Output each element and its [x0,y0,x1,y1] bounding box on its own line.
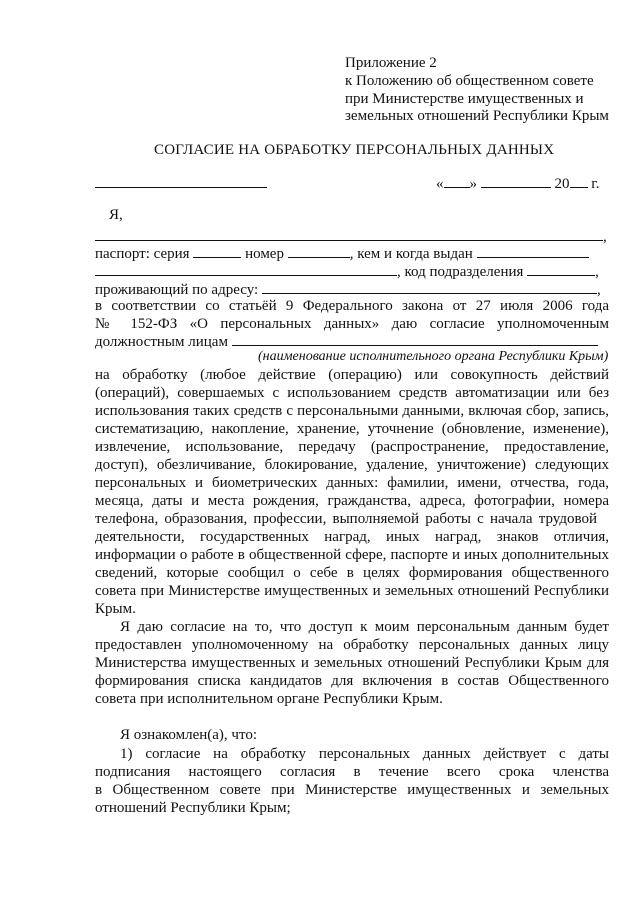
passport-series-field[interactable] [193,244,241,258]
passport-number-label: номер [245,246,284,262]
body-line: совета при Министерстве имущественных и земельных отношений Республики [95,583,609,599]
appendix-line-1: Приложение 2 [345,55,437,71]
year-prefix: 20 [554,176,570,192]
body-line: сведений, которые сообщил о себе в целях формирования общественного [95,565,609,581]
appendix-line-4: земельных отношений Республики Крым [345,108,609,124]
passport-number-field[interactable] [288,244,350,258]
point-line: отношений Республики Крым; [95,800,291,816]
dept-code-comma: , [595,264,599,280]
date-close-quote: » [469,176,477,192]
body-line: на обработку (любое действие (операцию) или совокупность действий [95,367,609,383]
address-comma: , [596,282,601,298]
consent-line: Я даю согласие на то, что доступ к моим персональным данным будет [120,619,609,635]
date-field[interactable] [436,174,599,193]
body-line: месяца, даты и места рождения, гражданства, адреса, фотографии, номера [95,493,609,509]
document-title: СОГЛАСИЕ НА ОБРАБОТКУ ПЕРСОНАЛЬНЫХ ДАННЫХ [154,142,555,158]
body-line: использования таких средств с персональными данными, включая сбор, запись, [95,403,609,419]
consent-line: совета при исполнительном органе Республики Крым. [95,691,443,707]
consent-line: формирования списка кандидатов для включения в состав Общественного [95,673,609,689]
authority-field[interactable] [232,332,598,346]
address-label: проживающий по адресу: [95,282,259,298]
body-line: Крым. [95,601,136,617]
body-line: телефона, образования, профессии, выполняемой работы с начала трудовой [95,511,597,527]
date-open-quote: « [436,176,444,192]
dept-code-label: , код подразделения [397,264,524,280]
passport-series-label: паспорт: серия [95,246,190,262]
address-field[interactable] [262,280,597,294]
issued-by-label: , кем и когда выдан [349,246,473,262]
point-line: подписания настоящего согласия в течение всего срока членства [95,764,609,780]
law-line-1: в соответствии со статьёй 9 Федерального закона от 27 июля 2006 года [95,298,609,314]
issued-by-field[interactable] [477,244,589,258]
name-comma: , [603,229,607,245]
passport-line [95,244,589,263]
body-line: систематизацию, накопление, хранение, уточнение (обновление, изменение), [95,421,609,437]
body-line: доступ), обезличивание, блокирование, удаление, уничтожение) следующих [95,457,609,473]
body-line: персональных и биометрических данных: фамилии, имени, отчества, года, [95,475,609,491]
body-line: информации о работе в общественной сфере, паспорте и иных дополнительных [95,547,609,563]
acknowledged-heading: Я ознакомлен(а), что: [120,727,257,743]
body-line: (операций), совершаемых с использованием средств автоматизации или без [95,385,609,401]
consent-line: Министерства имущественных и земельных отношений Республики Крым для [95,655,609,671]
law-line-2: № 152-ФЗ «О персональных данных» даю согласие уполномоченным [95,316,609,332]
law-line-3: должностным лицам [95,334,228,350]
consent-line: предоставлен уполномоченному на обработку персональных данных лицу [95,637,609,653]
appendix-line-3: при Министерстве имущественных и [345,91,584,107]
month-field[interactable] [481,174,551,188]
dept-code-field[interactable] [527,262,595,276]
body-line: деятельности, государственных наград, иных наград, знаков отличия, [95,529,609,545]
year-field[interactable] [570,174,588,188]
authority-hint: (наименование исполнительного органа Республики Крым) [258,349,609,364]
appendix-line-2: к Положению об общественном совете [345,73,594,89]
point-line: в Общественном совете при Министерстве имущественных и земельных [95,782,609,798]
year-suffix: г. [591,176,600,192]
place-field[interactable] [95,174,267,193]
point-line: 1) согласие на обработку персональных данных действует с даты [120,746,609,762]
issued-by-continuation-field[interactable] [95,262,397,276]
ya-label: Я, [109,207,123,223]
dept-code-line [95,262,599,281]
day-field[interactable] [444,174,470,188]
body-line: извлечение, использование, передачу (распространение, предоставление, [95,439,609,455]
